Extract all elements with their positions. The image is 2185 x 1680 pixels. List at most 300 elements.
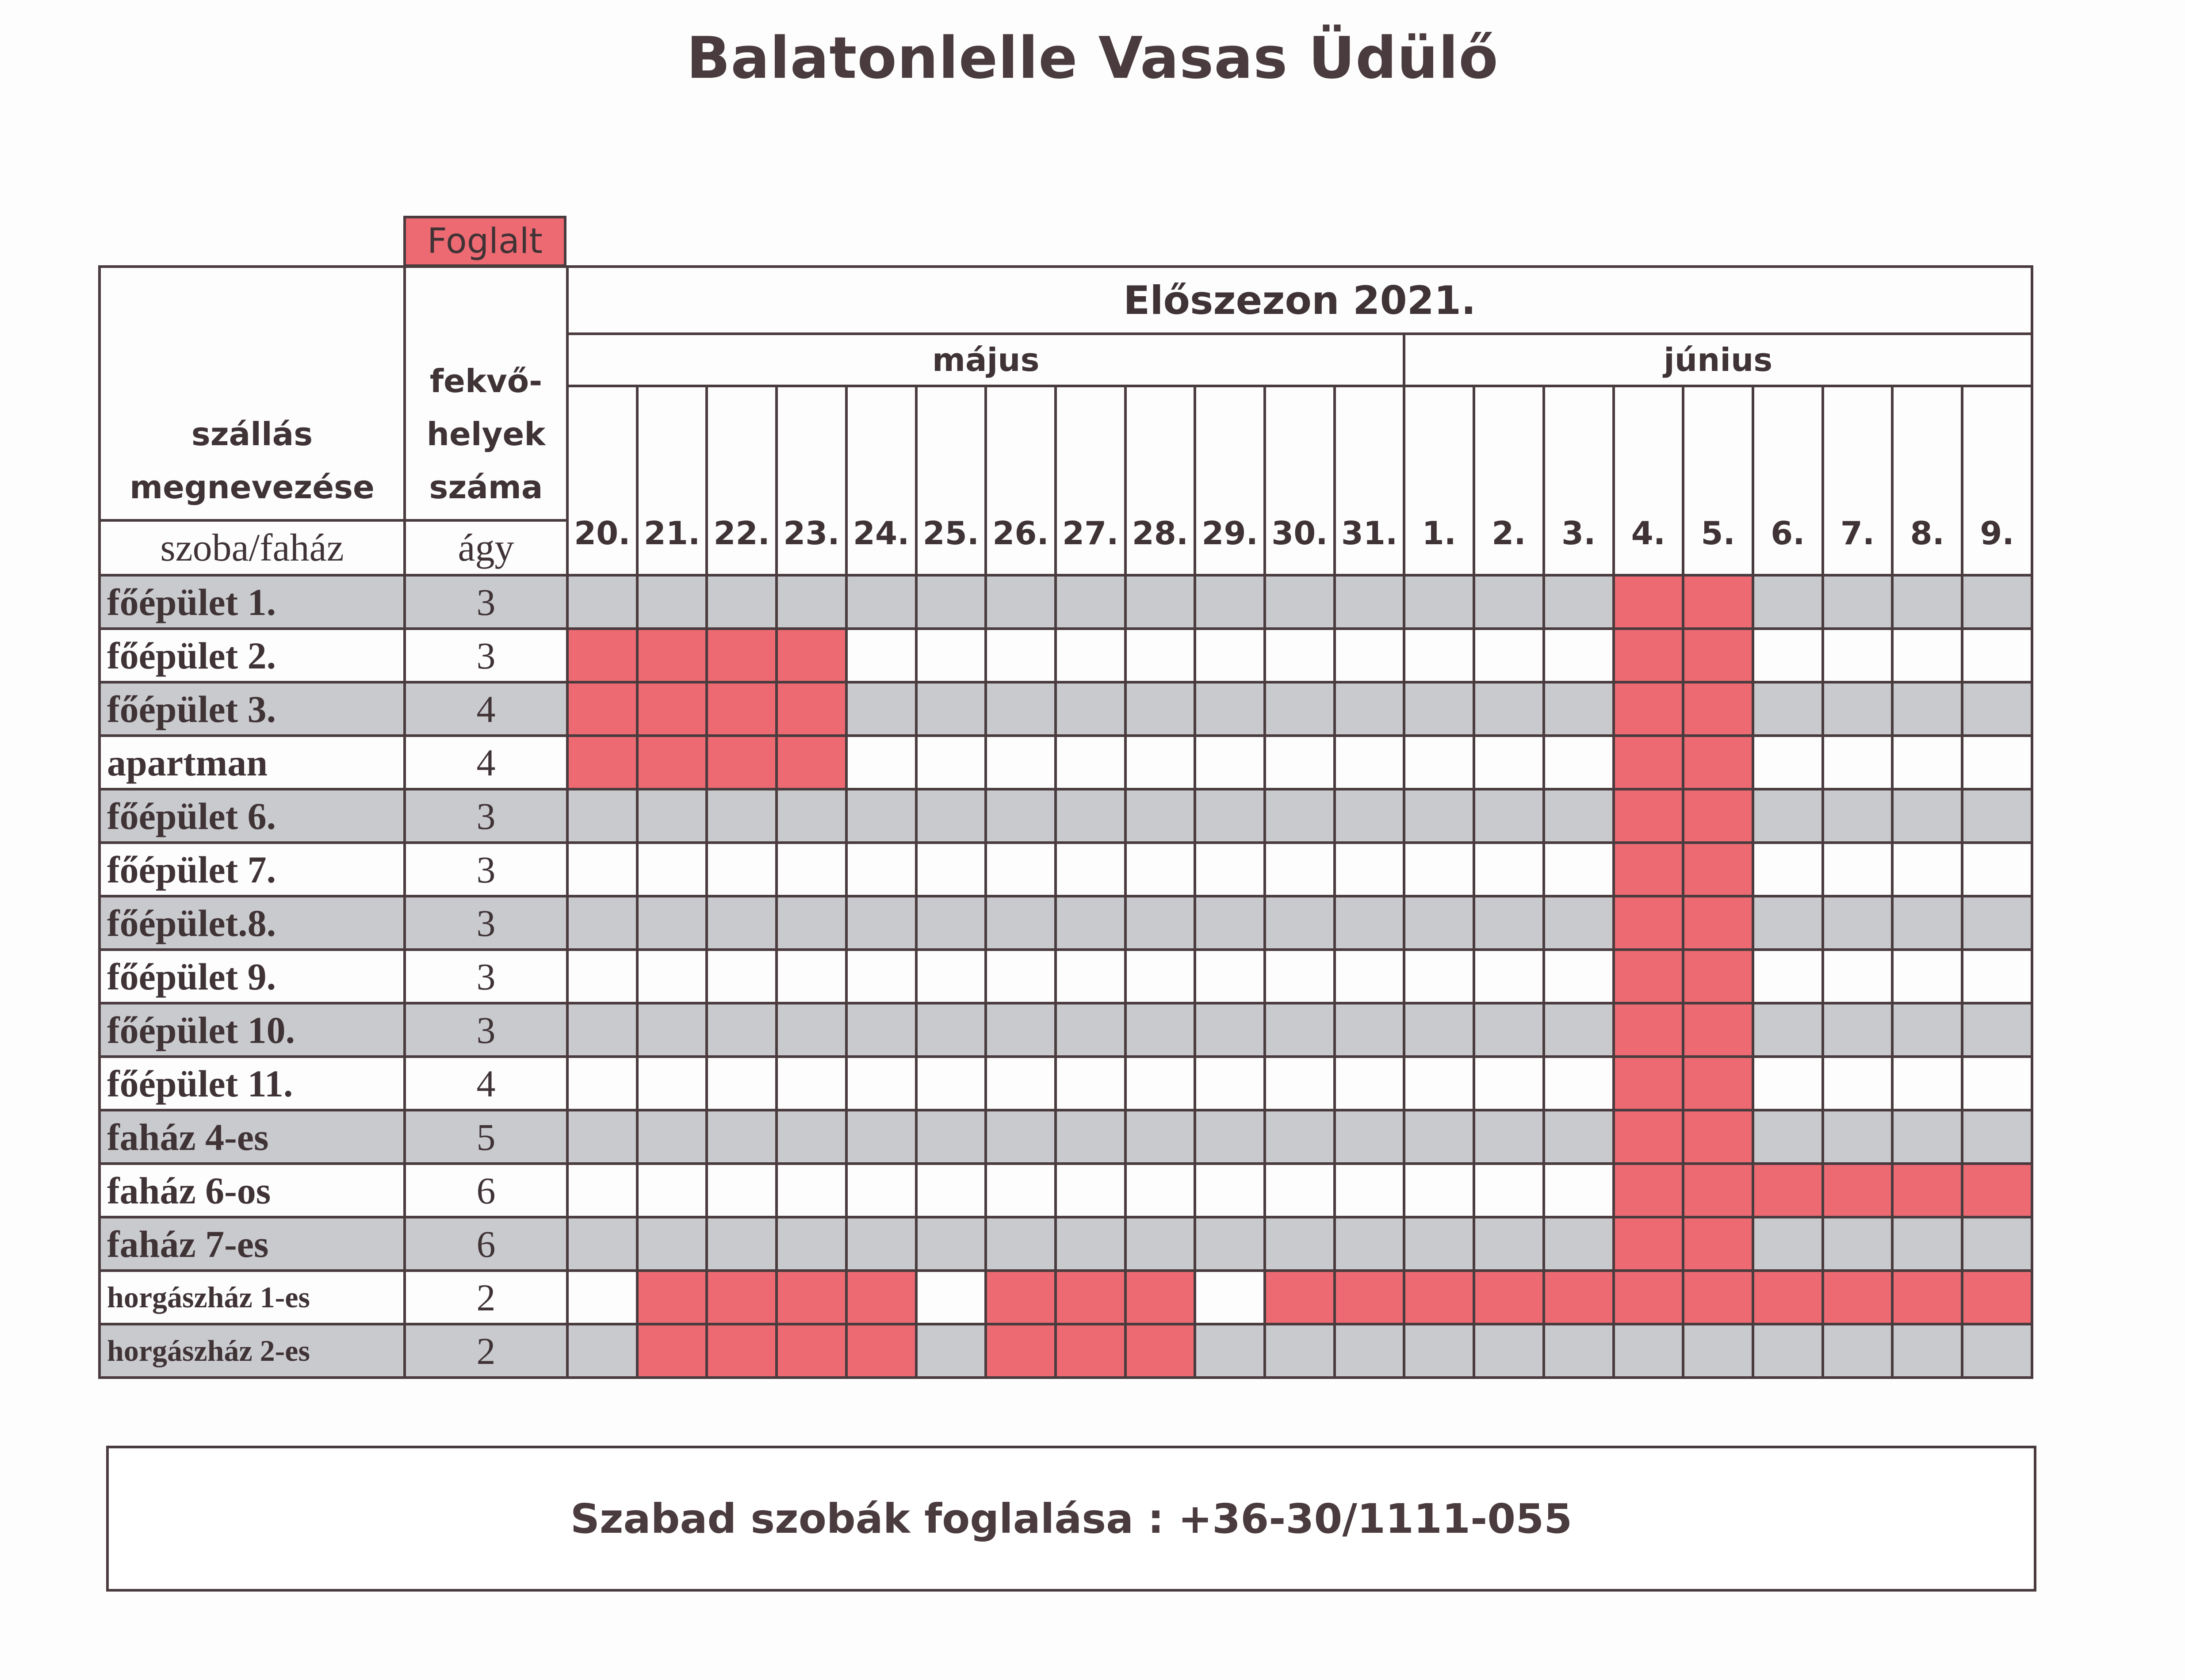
free-cell[interactable] (1962, 1110, 2032, 1164)
free-cell[interactable] (1056, 1164, 1125, 1217)
booked-cell[interactable] (777, 682, 846, 736)
free-cell[interactable] (1753, 736, 1823, 789)
booked-cell[interactable] (1056, 1324, 1125, 1378)
booked-cell[interactable] (777, 1271, 846, 1324)
booked-cell[interactable] (1614, 1057, 1684, 1110)
free-cell[interactable] (1892, 1057, 1962, 1110)
free-cell[interactable] (707, 1003, 777, 1057)
booked-cell[interactable] (1823, 1164, 1893, 1217)
free-cell[interactable] (916, 682, 986, 736)
free-cell[interactable] (1892, 629, 1962, 682)
free-cell[interactable] (707, 1057, 777, 1110)
free-cell[interactable] (916, 950, 986, 1003)
free-cell[interactable] (986, 1057, 1056, 1110)
free-cell[interactable] (1195, 629, 1265, 682)
booked-cell[interactable] (1753, 1164, 1823, 1217)
free-cell[interactable] (1056, 682, 1125, 736)
booked-cell[interactable] (1683, 789, 1753, 843)
free-cell[interactable] (1962, 629, 2032, 682)
free-cell[interactable] (1056, 1217, 1125, 1271)
booked-cell[interactable] (567, 629, 637, 682)
free-cell[interactable] (1683, 1324, 1753, 1378)
free-cell[interactable] (1265, 575, 1335, 629)
booked-cell[interactable] (1683, 1110, 1753, 1164)
free-cell[interactable] (1753, 1003, 1823, 1057)
free-cell[interactable] (1544, 629, 1614, 682)
free-cell[interactable] (1335, 1057, 1404, 1110)
free-cell[interactable] (1335, 629, 1404, 682)
free-cell[interactable] (1195, 575, 1265, 629)
free-cell[interactable] (1265, 1057, 1335, 1110)
booked-cell[interactable] (1753, 1271, 1823, 1324)
free-cell[interactable] (1195, 1003, 1265, 1057)
free-cell[interactable] (1265, 1003, 1335, 1057)
free-cell[interactable] (1125, 1057, 1195, 1110)
free-cell[interactable] (1753, 896, 1823, 950)
free-cell[interactable] (1823, 1057, 1893, 1110)
free-cell[interactable] (1474, 789, 1544, 843)
free-cell[interactable] (1265, 682, 1335, 736)
booked-cell[interactable] (1614, 1003, 1684, 1057)
free-cell[interactable] (1474, 629, 1544, 682)
free-cell[interactable] (1892, 1003, 1962, 1057)
free-cell[interactable] (1753, 1057, 1823, 1110)
booked-cell[interactable] (637, 1271, 707, 1324)
booked-cell[interactable] (986, 1271, 1056, 1324)
free-cell[interactable] (1544, 1003, 1614, 1057)
booked-cell[interactable] (1404, 1271, 1474, 1324)
free-cell[interactable] (567, 575, 637, 629)
booked-cell[interactable] (707, 629, 777, 682)
free-cell[interactable] (1544, 1057, 1614, 1110)
free-cell[interactable] (986, 1164, 1056, 1217)
free-cell[interactable] (1474, 1057, 1544, 1110)
booked-cell[interactable] (1962, 1164, 2032, 1217)
free-cell[interactable] (1335, 789, 1404, 843)
free-cell[interactable] (1892, 682, 1962, 736)
free-cell[interactable] (1125, 736, 1195, 789)
booked-cell[interactable] (1823, 1271, 1893, 1324)
free-cell[interactable] (1404, 1003, 1474, 1057)
free-cell[interactable] (1125, 1217, 1195, 1271)
free-cell[interactable] (1335, 1164, 1404, 1217)
free-cell[interactable] (567, 1003, 637, 1057)
booked-cell[interactable] (1614, 1164, 1684, 1217)
free-cell[interactable] (1962, 843, 2032, 896)
booked-cell[interactable] (1683, 896, 1753, 950)
booked-cell[interactable] (1474, 1271, 1544, 1324)
free-cell[interactable] (986, 629, 1056, 682)
free-cell[interactable] (637, 789, 707, 843)
free-cell[interactable] (1125, 789, 1195, 843)
booked-cell[interactable] (1614, 575, 1684, 629)
booked-cell[interactable] (1614, 950, 1684, 1003)
booked-cell[interactable] (637, 736, 707, 789)
free-cell[interactable] (1195, 789, 1265, 843)
free-cell[interactable] (1892, 1217, 1962, 1271)
free-cell[interactable] (707, 843, 777, 896)
booked-cell[interactable] (1614, 1110, 1684, 1164)
booked-cell[interactable] (1614, 1217, 1684, 1271)
free-cell[interactable] (846, 1164, 916, 1217)
free-cell[interactable] (846, 1003, 916, 1057)
booked-cell[interactable] (1683, 1217, 1753, 1271)
free-cell[interactable] (986, 789, 1056, 843)
free-cell[interactable] (1474, 1164, 1544, 1217)
free-cell[interactable] (1195, 682, 1265, 736)
free-cell[interactable] (1056, 950, 1125, 1003)
booked-cell[interactable] (1265, 1271, 1335, 1324)
free-cell[interactable] (707, 1110, 777, 1164)
free-cell[interactable] (567, 789, 637, 843)
free-cell[interactable] (1195, 1057, 1265, 1110)
free-cell[interactable] (1404, 629, 1474, 682)
free-cell[interactable] (637, 1164, 707, 1217)
free-cell[interactable] (567, 1217, 637, 1271)
free-cell[interactable] (1823, 1110, 1893, 1164)
free-cell[interactable] (986, 1110, 1056, 1164)
free-cell[interactable] (1056, 629, 1125, 682)
free-cell[interactable] (637, 843, 707, 896)
booked-cell[interactable] (1614, 843, 1684, 896)
booked-cell[interactable] (1614, 789, 1684, 843)
free-cell[interactable] (1823, 789, 1893, 843)
free-cell[interactable] (777, 789, 846, 843)
free-cell[interactable] (846, 629, 916, 682)
free-cell[interactable] (567, 1057, 637, 1110)
booked-cell[interactable] (1614, 682, 1684, 736)
free-cell[interactable] (1753, 1110, 1823, 1164)
booked-cell[interactable] (1614, 629, 1684, 682)
free-cell[interactable] (1892, 575, 1962, 629)
free-cell[interactable] (986, 682, 1056, 736)
free-cell[interactable] (916, 575, 986, 629)
free-cell[interactable] (1265, 950, 1335, 1003)
booked-cell[interactable] (1683, 1271, 1753, 1324)
free-cell[interactable] (1823, 682, 1893, 736)
free-cell[interactable] (1823, 1003, 1893, 1057)
free-cell[interactable] (1335, 896, 1404, 950)
free-cell[interactable] (1962, 1217, 2032, 1271)
free-cell[interactable] (1056, 1057, 1125, 1110)
free-cell[interactable] (1335, 736, 1404, 789)
free-cell[interactable] (1125, 843, 1195, 896)
free-cell[interactable] (567, 950, 637, 1003)
free-cell[interactable] (846, 789, 916, 843)
free-cell[interactable] (1125, 1164, 1195, 1217)
booked-cell[interactable] (1614, 896, 1684, 950)
booked-cell[interactable] (637, 1324, 707, 1378)
free-cell[interactable] (1195, 1164, 1265, 1217)
free-cell[interactable] (777, 1217, 846, 1271)
booked-cell[interactable] (777, 736, 846, 789)
free-cell[interactable] (1404, 1324, 1474, 1378)
free-cell[interactable] (1195, 1271, 1265, 1324)
free-cell[interactable] (1404, 789, 1474, 843)
free-cell[interactable] (1474, 736, 1544, 789)
free-cell[interactable] (916, 1217, 986, 1271)
free-cell[interactable] (777, 1110, 846, 1164)
free-cell[interactable] (1753, 682, 1823, 736)
free-cell[interactable] (777, 950, 846, 1003)
free-cell[interactable] (1265, 1324, 1335, 1378)
free-cell[interactable] (1195, 950, 1265, 1003)
booked-cell[interactable] (1544, 1271, 1614, 1324)
free-cell[interactable] (567, 1110, 637, 1164)
free-cell[interactable] (1125, 896, 1195, 950)
free-cell[interactable] (637, 1057, 707, 1110)
free-cell[interactable] (567, 1271, 637, 1324)
free-cell[interactable] (1195, 736, 1265, 789)
free-cell[interactable] (1823, 1217, 1893, 1271)
free-cell[interactable] (1823, 1324, 1893, 1378)
free-cell[interactable] (707, 896, 777, 950)
free-cell[interactable] (1404, 843, 1474, 896)
free-cell[interactable] (1265, 1164, 1335, 1217)
free-cell[interactable] (1823, 896, 1893, 950)
free-cell[interactable] (1125, 1003, 1195, 1057)
free-cell[interactable] (1125, 629, 1195, 682)
free-cell[interactable] (1125, 1110, 1195, 1164)
booked-cell[interactable] (567, 736, 637, 789)
free-cell[interactable] (1335, 1003, 1404, 1057)
free-cell[interactable] (1962, 1003, 2032, 1057)
free-cell[interactable] (1474, 950, 1544, 1003)
free-cell[interactable] (1892, 950, 1962, 1003)
free-cell[interactable] (1404, 1110, 1474, 1164)
booked-cell[interactable] (1892, 1271, 1962, 1324)
free-cell[interactable] (637, 896, 707, 950)
free-cell[interactable] (1265, 896, 1335, 950)
free-cell[interactable] (1265, 789, 1335, 843)
free-cell[interactable] (986, 950, 1056, 1003)
booked-cell[interactable] (1892, 1164, 1962, 1217)
booked-cell[interactable] (1683, 736, 1753, 789)
free-cell[interactable] (916, 789, 986, 843)
free-cell[interactable] (777, 843, 846, 896)
free-cell[interactable] (846, 575, 916, 629)
free-cell[interactable] (1962, 682, 2032, 736)
free-cell[interactable] (916, 1110, 986, 1164)
free-cell[interactable] (1265, 843, 1335, 896)
free-cell[interactable] (1892, 896, 1962, 950)
free-cell[interactable] (1335, 682, 1404, 736)
free-cell[interactable] (1265, 1110, 1335, 1164)
booked-cell[interactable] (1614, 736, 1684, 789)
free-cell[interactable] (1195, 1217, 1265, 1271)
booked-cell[interactable] (846, 1324, 916, 1378)
free-cell[interactable] (846, 736, 916, 789)
free-cell[interactable] (846, 1110, 916, 1164)
free-cell[interactable] (637, 1110, 707, 1164)
free-cell[interactable] (1265, 629, 1335, 682)
free-cell[interactable] (1335, 950, 1404, 1003)
free-cell[interactable] (1056, 575, 1125, 629)
free-cell[interactable] (1335, 1324, 1404, 1378)
booked-cell[interactable] (567, 682, 637, 736)
free-cell[interactable] (916, 736, 986, 789)
free-cell[interactable] (1404, 682, 1474, 736)
booked-cell[interactable] (1683, 629, 1753, 682)
free-cell[interactable] (986, 1217, 1056, 1271)
free-cell[interactable] (1056, 736, 1125, 789)
free-cell[interactable] (567, 1164, 637, 1217)
free-cell[interactable] (1544, 1324, 1614, 1378)
free-cell[interactable] (1056, 896, 1125, 950)
free-cell[interactable] (707, 950, 777, 1003)
booked-cell[interactable] (777, 1324, 846, 1378)
free-cell[interactable] (1195, 1110, 1265, 1164)
free-cell[interactable] (567, 896, 637, 950)
free-cell[interactable] (846, 950, 916, 1003)
free-cell[interactable] (1335, 1217, 1404, 1271)
booked-cell[interactable] (707, 736, 777, 789)
free-cell[interactable] (1474, 843, 1544, 896)
free-cell[interactable] (1544, 736, 1614, 789)
free-cell[interactable] (777, 1003, 846, 1057)
booked-cell[interactable] (1056, 1271, 1125, 1324)
free-cell[interactable] (916, 1324, 986, 1378)
booked-cell[interactable] (1125, 1271, 1195, 1324)
free-cell[interactable] (1753, 789, 1823, 843)
free-cell[interactable] (1892, 1110, 1962, 1164)
free-cell[interactable] (986, 736, 1056, 789)
free-cell[interactable] (777, 1057, 846, 1110)
free-cell[interactable] (986, 896, 1056, 950)
free-cell[interactable] (1404, 1217, 1474, 1271)
free-cell[interactable] (1823, 843, 1893, 896)
free-cell[interactable] (1544, 1110, 1614, 1164)
free-cell[interactable] (1404, 736, 1474, 789)
free-cell[interactable] (1753, 575, 1823, 629)
free-cell[interactable] (1544, 843, 1614, 896)
free-cell[interactable] (1753, 950, 1823, 1003)
free-cell[interactable] (1753, 629, 1823, 682)
free-cell[interactable] (1823, 950, 1893, 1003)
booked-cell[interactable] (1683, 1164, 1753, 1217)
free-cell[interactable] (1125, 950, 1195, 1003)
free-cell[interactable] (1265, 736, 1335, 789)
free-cell[interactable] (567, 843, 637, 896)
booked-cell[interactable] (1335, 1271, 1404, 1324)
free-cell[interactable] (1125, 682, 1195, 736)
free-cell[interactable] (637, 575, 707, 629)
free-cell[interactable] (1474, 1324, 1544, 1378)
free-cell[interactable] (1404, 575, 1474, 629)
booked-cell[interactable] (846, 1271, 916, 1324)
free-cell[interactable] (1614, 1324, 1684, 1378)
free-cell[interactable] (1195, 1324, 1265, 1378)
free-cell[interactable] (916, 1003, 986, 1057)
free-cell[interactable] (1404, 896, 1474, 950)
free-cell[interactable] (1544, 789, 1614, 843)
free-cell[interactable] (846, 682, 916, 736)
free-cell[interactable] (1892, 736, 1962, 789)
free-cell[interactable] (1544, 896, 1614, 950)
free-cell[interactable] (916, 1164, 986, 1217)
booked-cell[interactable] (777, 629, 846, 682)
free-cell[interactable] (1892, 843, 1962, 896)
free-cell[interactable] (777, 896, 846, 950)
free-cell[interactable] (1753, 1324, 1823, 1378)
booked-cell[interactable] (1683, 575, 1753, 629)
free-cell[interactable] (1962, 1057, 2032, 1110)
free-cell[interactable] (916, 1057, 986, 1110)
free-cell[interactable] (1056, 1003, 1125, 1057)
booked-cell[interactable] (1683, 843, 1753, 896)
booked-cell[interactable] (1962, 1271, 2032, 1324)
booked-cell[interactable] (707, 682, 777, 736)
free-cell[interactable] (1474, 896, 1544, 950)
free-cell[interactable] (707, 789, 777, 843)
booked-cell[interactable] (637, 682, 707, 736)
free-cell[interactable] (1892, 1324, 1962, 1378)
free-cell[interactable] (846, 1057, 916, 1110)
free-cell[interactable] (1962, 575, 2032, 629)
free-cell[interactable] (1056, 843, 1125, 896)
free-cell[interactable] (846, 1217, 916, 1271)
free-cell[interactable] (1544, 1164, 1614, 1217)
booked-cell[interactable] (986, 1324, 1056, 1378)
booked-cell[interactable] (637, 629, 707, 682)
free-cell[interactable] (1335, 1110, 1404, 1164)
free-cell[interactable] (1195, 843, 1265, 896)
free-cell[interactable] (1962, 1324, 2032, 1378)
free-cell[interactable] (1056, 1110, 1125, 1164)
free-cell[interactable] (1335, 843, 1404, 896)
free-cell[interactable] (777, 1164, 846, 1217)
free-cell[interactable] (1474, 682, 1544, 736)
free-cell[interactable] (846, 896, 916, 950)
free-cell[interactable] (1404, 1164, 1474, 1217)
free-cell[interactable] (1962, 789, 2032, 843)
free-cell[interactable] (1962, 896, 2032, 950)
free-cell[interactable] (986, 843, 1056, 896)
free-cell[interactable] (1544, 575, 1614, 629)
free-cell[interactable] (1823, 736, 1893, 789)
free-cell[interactable] (707, 575, 777, 629)
free-cell[interactable] (1892, 789, 1962, 843)
free-cell[interactable] (1823, 575, 1893, 629)
free-cell[interactable] (637, 1003, 707, 1057)
free-cell[interactable] (1474, 1003, 1544, 1057)
free-cell[interactable] (637, 950, 707, 1003)
free-cell[interactable] (1823, 629, 1893, 682)
free-cell[interactable] (777, 575, 846, 629)
booked-cell[interactable] (1683, 682, 1753, 736)
free-cell[interactable] (1474, 1217, 1544, 1271)
free-cell[interactable] (1544, 950, 1614, 1003)
booked-cell[interactable] (707, 1271, 777, 1324)
free-cell[interactable] (916, 629, 986, 682)
free-cell[interactable] (1056, 789, 1125, 843)
free-cell[interactable] (707, 1164, 777, 1217)
free-cell[interactable] (1962, 736, 2032, 789)
booked-cell[interactable] (1683, 1057, 1753, 1110)
booked-cell[interactable] (1683, 1003, 1753, 1057)
free-cell[interactable] (1544, 682, 1614, 736)
free-cell[interactable] (1404, 1057, 1474, 1110)
free-cell[interactable] (1544, 1217, 1614, 1271)
free-cell[interactable] (1474, 575, 1544, 629)
booked-cell[interactable] (1614, 1271, 1684, 1324)
free-cell[interactable] (707, 1217, 777, 1271)
free-cell[interactable] (986, 1003, 1056, 1057)
free-cell[interactable] (916, 1271, 986, 1324)
booked-cell[interactable] (1125, 1324, 1195, 1378)
free-cell[interactable] (1195, 896, 1265, 950)
free-cell[interactable] (1753, 1217, 1823, 1271)
